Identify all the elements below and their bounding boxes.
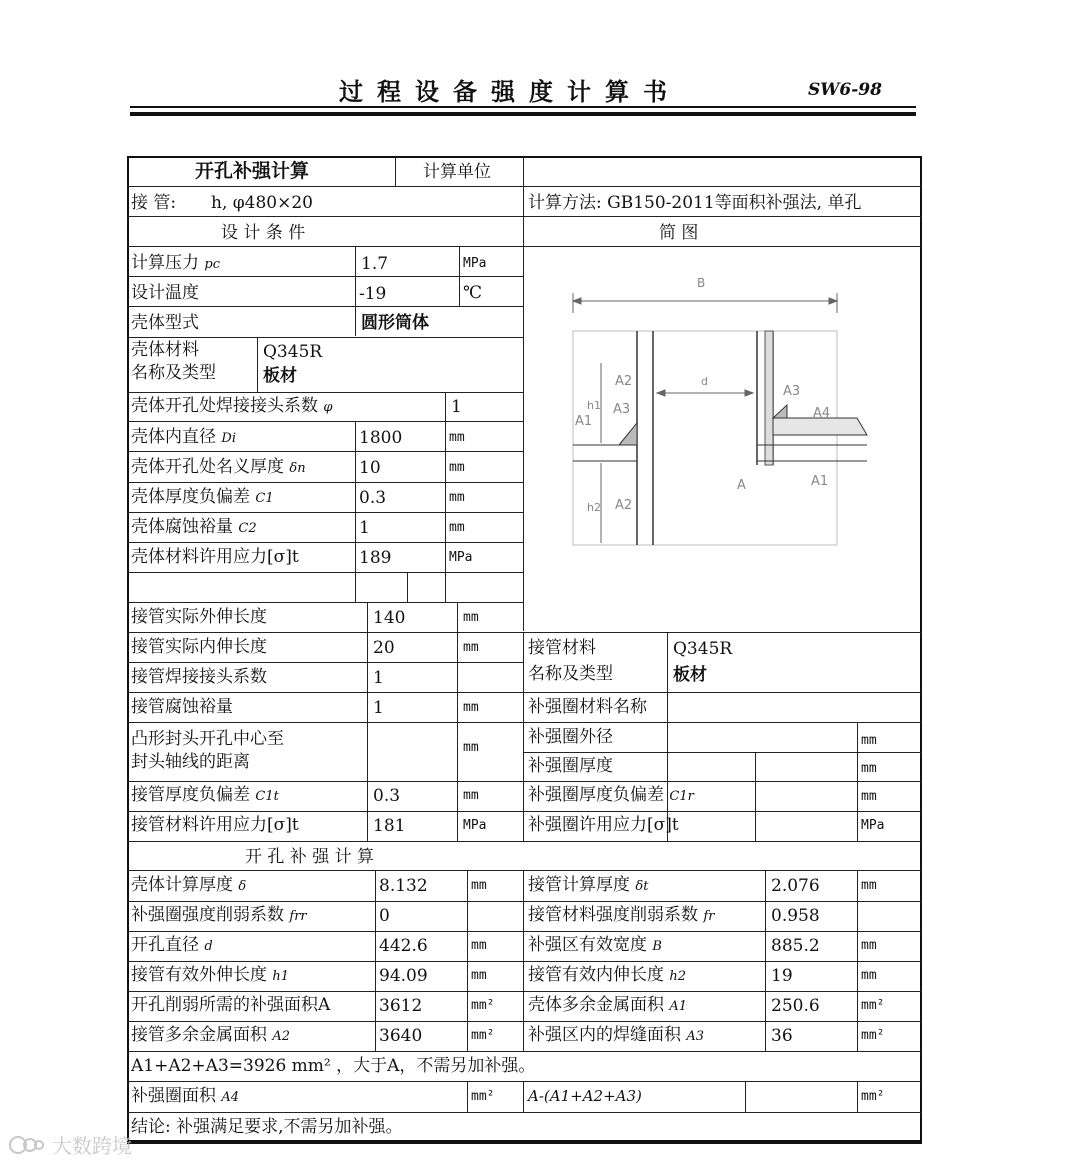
a3-unit: mm² bbox=[861, 1028, 885, 1043]
watermark-logo-icon bbox=[8, 1132, 46, 1158]
area-diff-unit: mm² bbox=[861, 1089, 885, 1104]
label-h2: h2 bbox=[587, 501, 601, 514]
frr-value: 0 bbox=[379, 906, 390, 926]
pad-material-label: 补强圈材料名称 bbox=[528, 697, 647, 717]
shell-corrosion-label: 壳体腐蚀裕量 C2 bbox=[131, 517, 257, 537]
nozzle-material-type: 板材 bbox=[673, 665, 707, 685]
header-rule-thick bbox=[130, 112, 916, 116]
nozzle-tolerance-value: 0.3 bbox=[373, 786, 401, 806]
nozzle-int-unit: mm bbox=[463, 640, 479, 655]
nozzle-material-label-2: 名称及类型 bbox=[528, 664, 613, 684]
nozzle-int-value: 20 bbox=[373, 638, 395, 658]
nozzle-tolerance-unit: mm bbox=[463, 788, 479, 803]
nozzle-int-label: 接管实际内伸长度 bbox=[131, 637, 267, 657]
shell-tolerance-unit: mm bbox=[449, 490, 465, 505]
sketch-heading: 简 图 bbox=[659, 223, 699, 243]
label-A4: A4 bbox=[813, 406, 831, 421]
watermark-text: 大数跨境 bbox=[52, 1134, 132, 1158]
head-distance-label: 凸形封头开孔中心至 bbox=[131, 729, 284, 749]
a1-unit: mm² bbox=[861, 998, 885, 1013]
a3-label: 补强区内的焊缝面积 A3 bbox=[528, 1025, 705, 1045]
nozzle-weld-value: 1 bbox=[373, 668, 384, 688]
effective-width-value: 885.2 bbox=[771, 936, 820, 956]
required-area-unit: mm² bbox=[471, 998, 495, 1013]
shell-calc-thickness-label: 壳体计算厚度 δ bbox=[131, 875, 247, 895]
watermark bbox=[8, 1130, 132, 1159]
label-A: A bbox=[737, 478, 746, 493]
temp-value: -19 bbox=[359, 284, 387, 304]
opening-diameter-value: 442.6 bbox=[379, 936, 428, 956]
shell-stress-unit: MPa bbox=[449, 550, 473, 565]
nozzle-ext-value: 140 bbox=[373, 608, 406, 628]
pressure-unit: MPa bbox=[463, 256, 487, 271]
pad-od-unit: mm bbox=[861, 733, 877, 748]
a4-label: 补强圈面积 A4 bbox=[131, 1086, 240, 1106]
calculation-sheet bbox=[127, 156, 922, 1144]
temp-unit: ℃ bbox=[463, 283, 483, 303]
nozzle-weld-label: 接管焊接接头系数 bbox=[131, 667, 267, 687]
nominal-thickness-label: 壳体开孔处名义厚度 δn bbox=[131, 457, 306, 477]
design-conditions-heading: 设 计 条 件 bbox=[221, 223, 306, 243]
nozzle-calc-thickness-label: 接管计算厚度 δt bbox=[528, 875, 649, 895]
h2-value: 19 bbox=[771, 966, 793, 986]
area-diff-label: A-(A1+A2+A3) bbox=[528, 1087, 642, 1105]
a2-label: 接管多余金属面积 A2 bbox=[131, 1025, 291, 1045]
nominal-thickness-value: 10 bbox=[359, 458, 381, 478]
inner-diameter-label: 壳体内直径 Di bbox=[131, 427, 236, 447]
shell-material-label: 壳体材料 bbox=[131, 340, 199, 360]
nozzle-corrosion-value: 1 bbox=[373, 698, 384, 718]
reinforcement-sketch bbox=[567, 273, 887, 553]
pad-stress-unit: MPa bbox=[861, 818, 885, 833]
nozzle-spec: h, φ480×20 bbox=[211, 193, 313, 213]
effective-width-unit: mm bbox=[861, 938, 877, 953]
nozzle-tolerance-label: 接管厚度负偏差 C1t bbox=[131, 785, 279, 805]
a2-unit: mm² bbox=[471, 1028, 495, 1043]
reinforcement-calc-heading: 开 孔 补 强 计 算 bbox=[245, 847, 375, 867]
area-sum-result: A1+A2+A3=3926 mm² ，大于A，不需另加补强。 bbox=[131, 1056, 536, 1076]
pad-thickness-unit: mm bbox=[861, 761, 877, 776]
inner-diameter-value: 1800 bbox=[359, 428, 403, 448]
effective-width-label: 补强区有效宽度 B bbox=[528, 935, 662, 955]
label-A2-bottom: A2 bbox=[615, 498, 633, 513]
label-B: B bbox=[697, 276, 706, 290]
temp-label: 设计温度 bbox=[131, 283, 199, 303]
pressure-label: 计算压力 pc bbox=[131, 253, 221, 273]
shell-type-label: 壳体型式 bbox=[131, 313, 199, 333]
nozzle-calc-thickness-unit: mm bbox=[861, 878, 877, 893]
shell-material-value: Q345R bbox=[263, 342, 323, 362]
fr-value: 0.958 bbox=[771, 906, 820, 926]
a3-value: 36 bbox=[771, 1026, 793, 1046]
head-distance-unit: mm bbox=[463, 740, 479, 755]
nozzle-stress-label: 接管材料许用应力[σ]t bbox=[131, 815, 299, 835]
shell-material-type: 板材 bbox=[263, 366, 297, 386]
label-A1-left: A1 bbox=[575, 414, 593, 429]
label-A2-top: A2 bbox=[615, 374, 633, 389]
shell-corrosion-unit: mm bbox=[449, 520, 465, 535]
a1-label: 壳体多余金属面积 A1 bbox=[528, 995, 688, 1015]
label-A3-left: A3 bbox=[613, 402, 631, 417]
shell-tolerance-label: 壳体厚度负偏差 C1 bbox=[131, 487, 274, 507]
pad-stress-label: 补强圈许用应力[σ]t bbox=[528, 815, 679, 835]
required-area-value: 3612 bbox=[379, 996, 423, 1016]
h2-unit: mm bbox=[861, 968, 877, 983]
frr-label: 补强圈强度削弱系数 frr bbox=[131, 905, 307, 925]
a4-unit: mm² bbox=[471, 1089, 495, 1104]
unit-label: 计算单位 bbox=[423, 162, 491, 182]
label-h1: h1 bbox=[587, 399, 601, 412]
shell-material-label-2: 名称及类型 bbox=[131, 363, 216, 383]
nozzle-material-value: Q345R bbox=[673, 639, 733, 659]
nozzle-stress-value: 181 bbox=[373, 816, 406, 836]
document-title: 过程设备强度计算书 bbox=[339, 77, 681, 106]
pressure-value: 1.7 bbox=[361, 254, 389, 274]
opening-diameter-label: 开孔直径 d bbox=[131, 935, 213, 955]
document-code: SW6-98 bbox=[808, 80, 882, 100]
pad-tolerance-label: 补强圈厚度负偏差 C1r bbox=[528, 785, 694, 805]
nozzle-ext-unit: mm bbox=[463, 610, 479, 625]
pad-tolerance-unit: mm bbox=[861, 789, 877, 804]
nozzle-ext-label: 接管实际外伸长度 bbox=[131, 607, 267, 627]
header-rule bbox=[130, 106, 916, 108]
nozzle-corrosion-unit: mm bbox=[463, 700, 479, 715]
shell-calc-thickness-unit: mm bbox=[471, 878, 487, 893]
nominal-thickness-unit: mm bbox=[449, 460, 465, 475]
h1-label: 接管有效外伸长度 h1 bbox=[131, 965, 290, 985]
conclusion: 结论: 补强满足要求,不需另加补强。 bbox=[131, 1117, 403, 1137]
weld-factor-label: 壳体开孔处焊接接头系数 φ bbox=[131, 396, 333, 416]
weld-factor-value: 1 bbox=[451, 397, 462, 417]
shell-type-value: 圆形筒体 bbox=[361, 313, 429, 333]
inner-diameter-unit: mm bbox=[449, 430, 465, 445]
h1-unit: mm bbox=[471, 968, 487, 983]
head-distance-label-2: 封头轴线的距离 bbox=[131, 752, 250, 772]
required-area-label: 开孔削弱所需的补强面积A bbox=[131, 995, 331, 1015]
nozzle-material-label: 接管材料 bbox=[528, 638, 596, 658]
h2-label: 接管有效内伸长度 h2 bbox=[528, 965, 687, 985]
label-A1-right: A1 bbox=[811, 474, 829, 489]
shell-tolerance-value: 0.3 bbox=[359, 488, 387, 508]
opening-diameter-unit: mm bbox=[471, 938, 487, 953]
h1-value: 94.09 bbox=[379, 966, 428, 986]
form-title: 开孔补强计算 bbox=[195, 160, 310, 182]
shell-calc-thickness-value: 8.132 bbox=[379, 876, 428, 896]
shell-stress-label: 壳体材料许用应力[σ]t bbox=[131, 547, 299, 567]
shell-stress-value: 189 bbox=[359, 548, 392, 568]
nozzle-corrosion-label: 接管腐蚀裕量 bbox=[131, 697, 233, 717]
shell-corrosion-value: 1 bbox=[359, 518, 370, 538]
pad-od-label: 补强圈外径 bbox=[528, 727, 613, 747]
label-d: d bbox=[701, 375, 708, 388]
calc-method: 计算方法: GB150-2011等面积补强法, 单孔 bbox=[528, 193, 862, 213]
nozzle-calc-thickness-value: 2.076 bbox=[771, 876, 820, 896]
pad-thickness-label: 补强圈厚度 bbox=[528, 756, 613, 776]
a1-value: 250.6 bbox=[771, 996, 820, 1016]
label-A3-right: A3 bbox=[783, 384, 801, 399]
a2-value: 3640 bbox=[379, 1026, 423, 1046]
nozzle-label: 接 管: bbox=[131, 193, 177, 213]
fr-label: 接管材料强度削弱系数 fr bbox=[528, 905, 715, 925]
nozzle-stress-unit: MPa bbox=[463, 818, 487, 833]
